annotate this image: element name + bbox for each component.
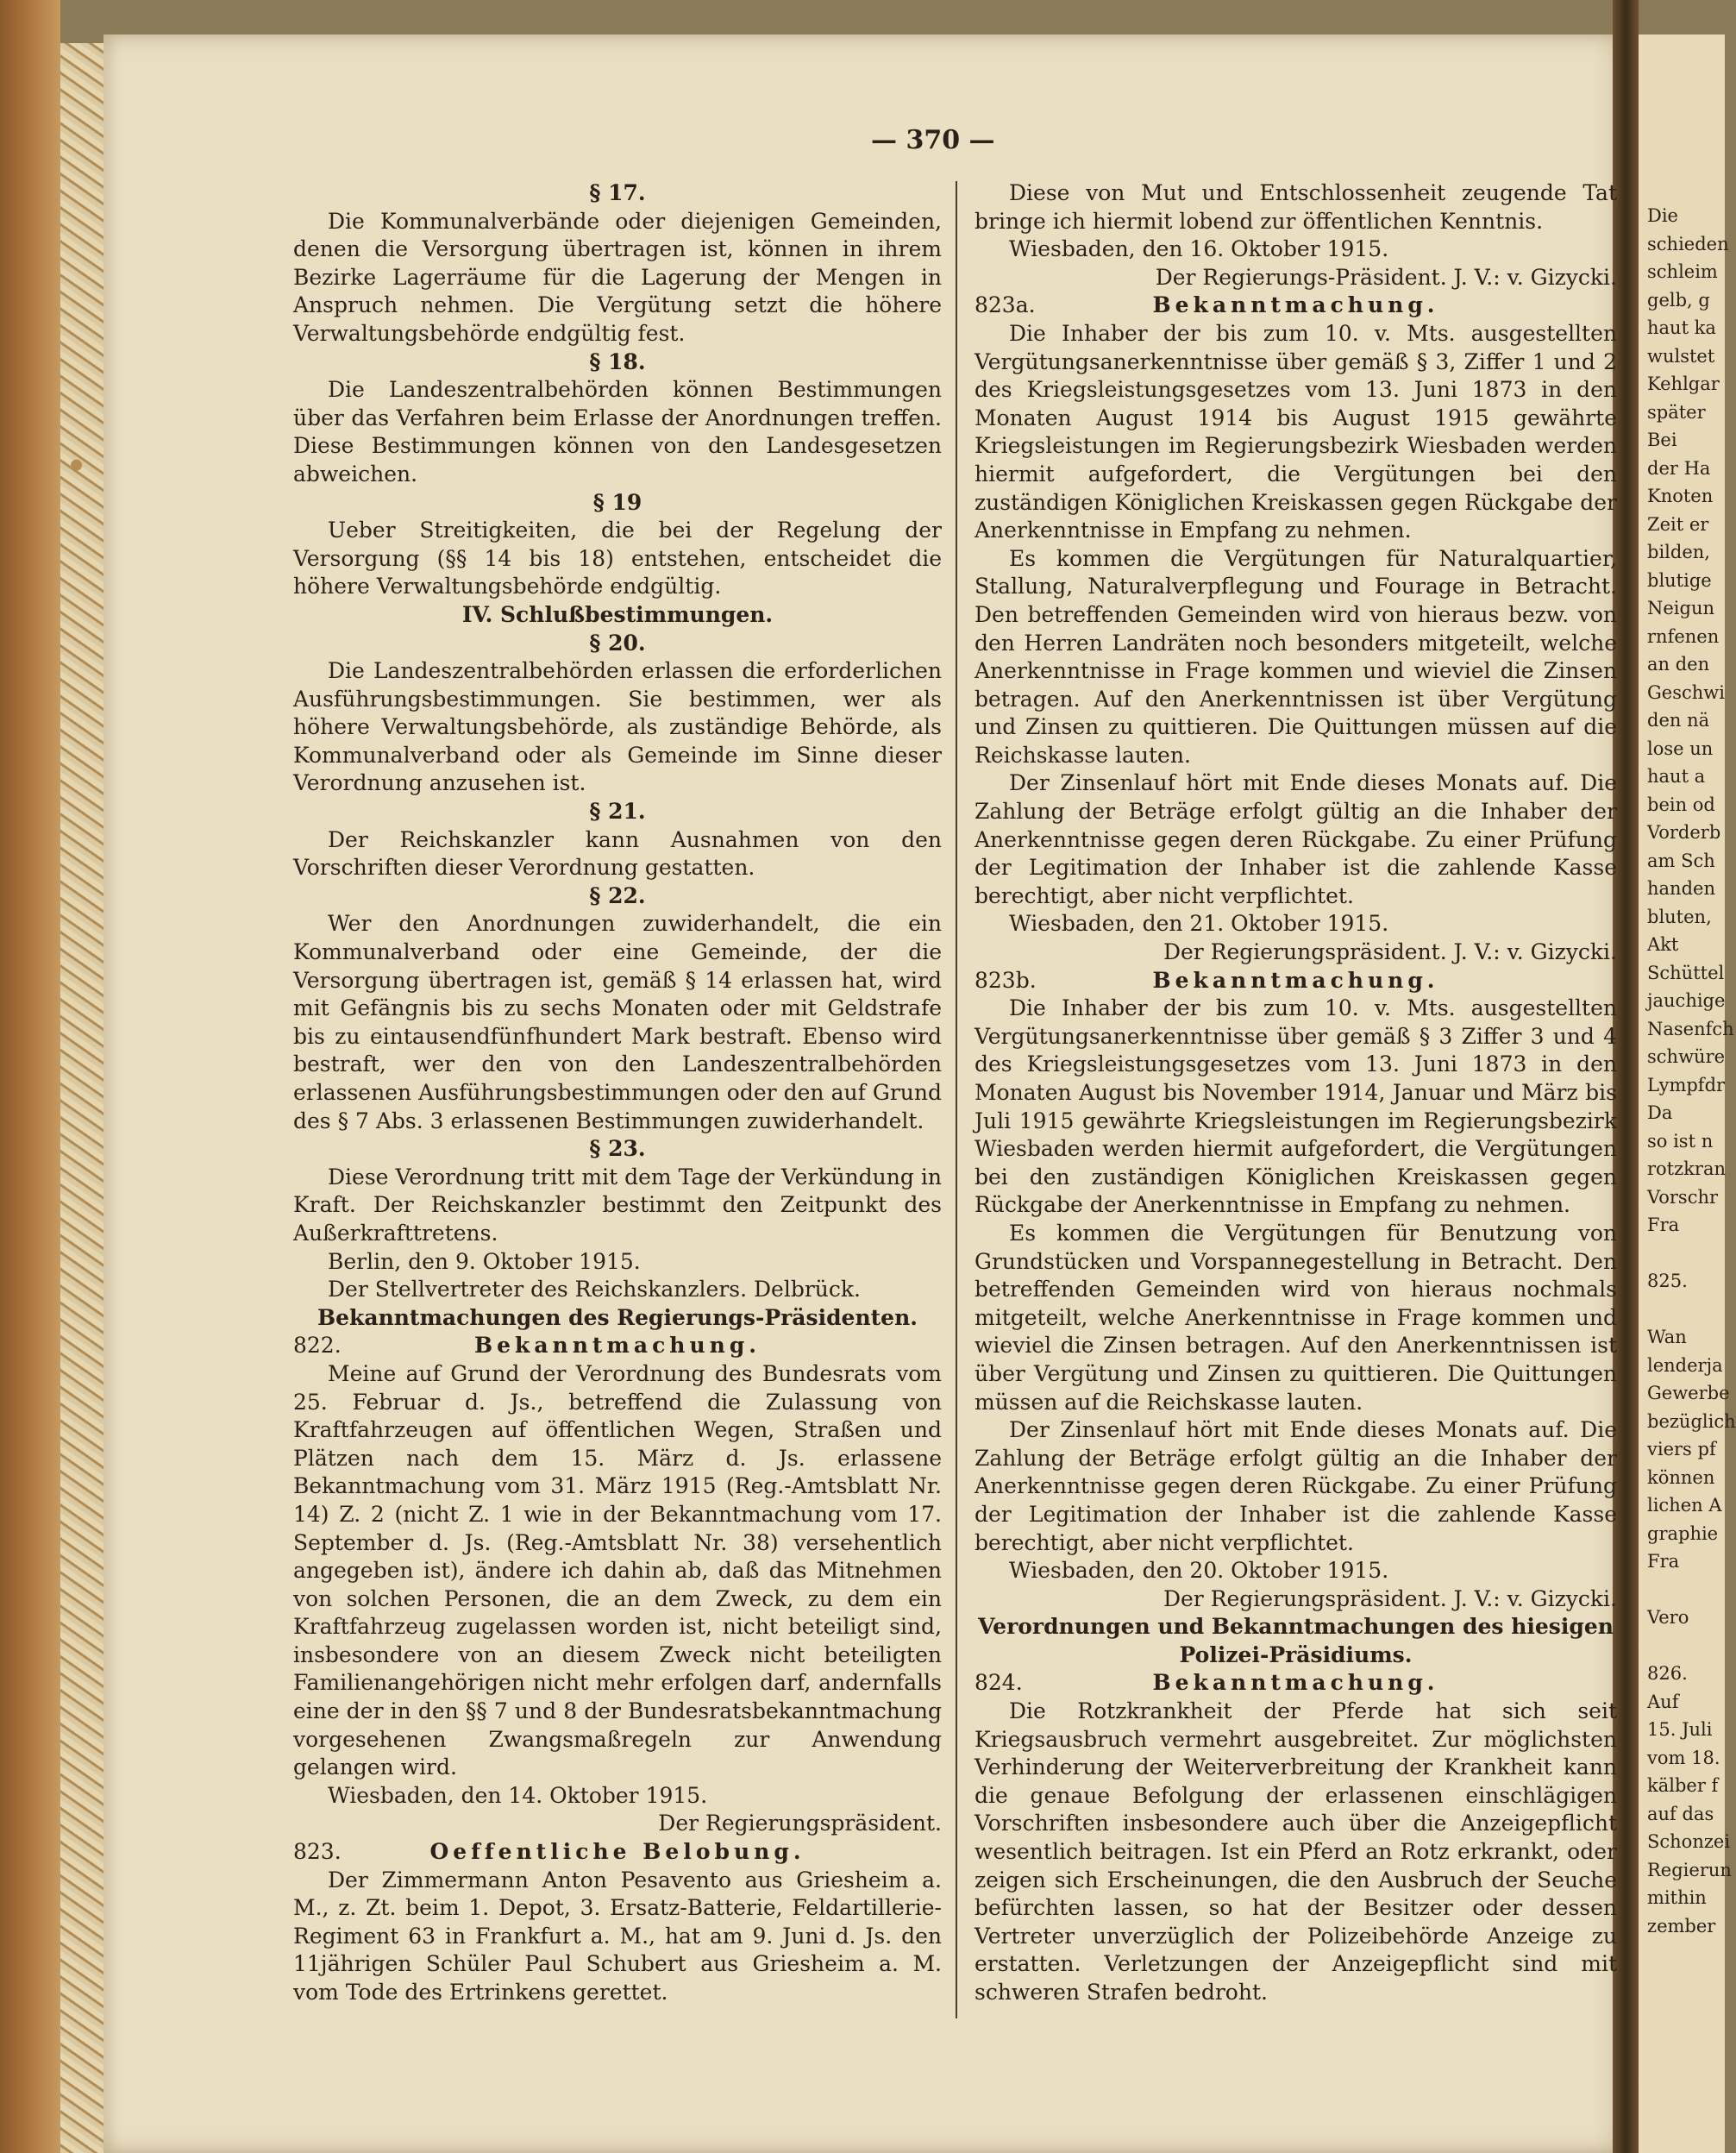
notice-823b-heading	[975, 967, 1617, 995]
facing-page-fragment: wulstet	[1647, 345, 1715, 367]
facing-page-fragment: später	[1647, 401, 1706, 423]
notice-823a-heading	[975, 292, 1617, 320]
section-21-heading: § 21.	[589, 799, 646, 825]
section-21-text: Der Reichskanzler kann Ausnahmen von den Vorschriften dieser Verordnung gestatten.	[293, 826, 942, 881]
facing-page-fragment: mithin	[1647, 1887, 1707, 1908]
facing-page-fragment: Auf	[1647, 1691, 1679, 1712]
notice-823b-paragraph: Die Inhaber der bis zum 10. v. Mts. ausgestellten Vergütungsanerkenntnisse über gemäß § 3 Ziffer 3 und 4 des Kriegsleistungsgesetzes vom 13. Juni 1873 in den Monaten August bis November 1914, Januar und März bis Juli 1915 gewährte Kriegsleistungen im Regierungsbezirk Wiesbaden werden hiermit aufgefordert, die Vergütungen bei den zuständigen Königlichen Kreiskassen gegen Rückgabe der Anerkenntnisse in Empfang zu nehmen.	[975, 995, 1617, 1218]
notice-823a-place: Wiesbaden, den 21. Oktober 1915.	[1009, 911, 1389, 937]
facing-page-fragment: bein od	[1647, 794, 1715, 815]
facing-page-fragment: schieden	[1647, 233, 1729, 254]
notice-822-text: Meine auf Grund der Verordnung des Bundesrats vom 25. Februar d. Js., betreffend die Zulassung von Kraftfahrzeugen auf öffentlichen Wegen, Straßen und Plätzen nach dem 15. März d. Js. erlassene Bekanntmachung vom 31. März 1915 (Reg.-Amtsblatt Nr. 14) Z. 2 (nicht Z. 1 wie in der Bekanntmachung vom 17. September d. Js. (Reg.-Amtsblatt Nr. 38) versehentlich angegeben ist), ändere ich dahin ab, daß das Mitnehmen von solchen Personen, die an dem Zweck, zu dem ein Kraftfahrzeug zugelassen worden ist, nicht beteiligt sind, insbesondere von an diesem Zweck nicht beteiligten Familienangehörigen nicht mehr erfolgen darf, andernfalls eine der in den §§ 7 und 8 der Bundesratsbekanntmachung vorgesehenen Zwangsmaßregeln zur Anwendung gelangen wird.	[293, 1360, 942, 1780]
facing-page-fragment: Neigun	[1647, 598, 1715, 618]
notice-823a-paragraph: Es kommen die Vergütungen für Naturalquartier, Stallung, Naturalverpflegung und Fourage in Betracht. Den betreffenden Gemeinden wird von hieraus bezw. von den Herren Landräten noch besonders mitgeteilt, welche Anerkenntnisse in Frage kommen und wieviel die Zinsen betragen. Auf den Anerkenntnissen ist über Vergütung und Zinsen zu quittieren. Die Quittungen müssen auf die Reichskasse lauten.	[975, 545, 1617, 768]
facing-page-fragment: jauchige	[1647, 990, 1726, 1011]
notice-823b-place: Wiesbaden, den 20. Oktober 1915.	[1009, 1558, 1389, 1584]
facing-page-fragment: Schonzei	[1647, 1831, 1731, 1852]
section-19-text: Ueber Streitigkeiten, die bei der Regelung der Versorgung (§§ 14 bis 18) entstehen, entscheidet die höhere Verwaltungsbehörde endgültig.	[293, 518, 942, 599]
notice-823-heading	[293, 1838, 942, 1867]
left-column	[293, 179, 942, 2007]
facing-page-fragment: graphie	[1647, 1522, 1719, 1544]
facing-page-fragment: Gewerbe	[1647, 1383, 1730, 1403]
facing-page-fragment: zember	[1647, 1915, 1716, 1936]
facing-page-fragment: 825.	[1647, 1271, 1688, 1291]
facing-page-fragment: Zeit er	[1647, 513, 1709, 535]
right-column	[975, 179, 1617, 2007]
notice-823-number: 823.	[293, 1839, 342, 1865]
facing-page-fragment: Da	[1647, 1102, 1673, 1123]
section-17-text: Die Kommunalverbände oder diejenigen Gemeinden, denen die Versorgung übertragen ist, können in ihrem Bezirke Lagerräume für die Lagerung der Mengen in Anspruch nehmen. Die Vergütung setzt die höhere Verwaltungsbehörde endgültig fest.	[293, 208, 942, 346]
section-23-heading: § 23.	[589, 1136, 646, 1162]
facing-page-fragment: schwüre	[1647, 1046, 1726, 1067]
facing-page-fragment: lichen A	[1647, 1495, 1722, 1516]
facing-page-fragment: haut a	[1647, 766, 1706, 787]
facing-page-fragment: können	[1647, 1466, 1715, 1488]
section-23-place: Berlin, den 9. Oktober 1915.	[328, 1248, 641, 1274]
facing-page-fragment: Wan	[1647, 1327, 1687, 1347]
notice-824-number: 824.	[975, 1670, 1023, 1696]
section-22-heading: § 22.	[589, 882, 646, 908]
facing-page	[1639, 35, 1736, 2153]
notice-824-title: Bekanntmachung.	[1152, 1670, 1439, 1696]
notice-823a-paragraph: Der Zinsenlauf hört mit Ende dieses Monats auf. Die Zahlung der Beträge erfolgt gültig an die Inhaber der Anerkenntnisse gegen deren Rückgabe. Zu einer Prüfung der Legitimation der Inhaber ist die zahlende Kasse berechtigt, aber nicht verpflichtet.	[975, 770, 1617, 908]
facing-page-fragment: 826.	[1647, 1663, 1688, 1684]
notice-823a-signature: Der Regierungspräsident. J. V.: v. Gizycki.	[1163, 939, 1617, 965]
facing-page-fragment: viers pf	[1647, 1439, 1716, 1459]
facing-page-fragment: an den	[1647, 654, 1710, 675]
notice-824-text: Die Rotzkrankheit der Pferde hat sich seit Kriegsausbruch vermehrt ausgebreitet. Zur möglichsten Verhinderung der Weiterverbreitung der Krankheit kann die genaue Befolgung der erlassenen einschlägigen Vorschriften insbesondere auch über die Anzeigepflicht wesentlich beitragen. Ist ein Pferd an Rotz erkrankt, oder zeigen sich Erscheinungen, die den Ausbruch der Seuche befürchten lassen, so hat der Besitzer oder dessen Vertreter unverzüglich der Polizeibehörde Anzeige zu erstatten. Verletzungen der Anzeigepflicht sind mit schweren Strafen bedroht.	[975, 1698, 1617, 2005]
facing-page-fragment: kälber f	[1647, 1775, 1719, 1796]
facing-page-fragment: Fra	[1647, 1215, 1680, 1235]
notice-823b-signature: Der Regierungspräsident. J. V.: v. Gizycki.	[1163, 1585, 1617, 1611]
facing-page-fragment: blutige	[1647, 569, 1712, 591]
part-4-heading: IV. Schlußbestimmungen.	[461, 601, 774, 627]
facing-page-fragment: schleim	[1647, 261, 1718, 282]
notice-823b-paragraph: Der Zinsenlauf hört mit Ende dieses Monats auf. Die Zahlung der Beträge erfolgt gültig an die Inhaber der Anerkenntnisse gegen deren Rückgabe. Zu einer Prüfung der Legitimation der Inhaber ist die zahlende Kasse berechtigt, aber nicht verpflichtet.	[975, 1417, 1617, 1555]
facing-page-fragment: gelb, g	[1647, 289, 1710, 311]
section-19-heading: § 19	[592, 489, 642, 515]
notice-822-heading	[293, 1332, 942, 1360]
facing-page-fragment: Regierun	[1647, 1859, 1732, 1880]
facing-page-fragment: Nasenfch	[1647, 1018, 1734, 1039]
facing-page-fragment: Knoten	[1647, 486, 1714, 506]
facing-page-fragment: vom 18.	[1647, 1747, 1720, 1768]
facing-page-fragment: Vorschr	[1647, 1186, 1719, 1208]
column-divider	[956, 181, 957, 2018]
facing-page-fragment: bezüglich	[1647, 1410, 1736, 1432]
section-23-text: Diese Verordnung tritt mit dem Tage der Verkündung in Kraft. Der Reichskanzler bestimmt den Zeitpunkt des Außerkrafttretens.	[293, 1164, 942, 1246]
facing-page-fragment: lose un	[1647, 738, 1714, 759]
book-binding	[0, 0, 60, 2153]
notice-822-signature: Der Regierungspräsident.	[658, 1811, 942, 1836]
facing-page-fragment: Vorderb	[1647, 822, 1721, 843]
section-23-signature: Der Stellvertreter des Reichskanzlers. Delbrück.	[328, 1277, 861, 1302]
notice-823-place: Wiesbaden, den 16. Oktober 1915.	[1009, 236, 1389, 262]
facing-page-fragment: Lympfdr	[1647, 1074, 1726, 1095]
page-number: — 370 —	[871, 125, 995, 155]
section-18-heading: § 18.	[589, 348, 646, 374]
facing-page-fragment: bluten,	[1647, 906, 1712, 927]
section-heading-polizei-praesidium: Verordnungen und Bekanntmachungen des hiesigen Polizei-Präsidiums.	[978, 1614, 1614, 1667]
section-18-text: Die Landeszentralbehörden können Bestimmungen über das Verfahren beim Erlasse der Anordnungen treffen. Diese Bestimmungen können von den Landesgesetzen abweichen.	[293, 377, 942, 486]
facing-page-fragment: rotzkran	[1647, 1158, 1726, 1179]
facing-page-fragment: Die	[1647, 205, 1678, 226]
section-17-heading: § 17.	[589, 180, 646, 205]
facing-page-fragment: Geschwi	[1647, 681, 1725, 703]
notice-823-title: Oeffentliche Belobung.	[429, 1839, 805, 1865]
facing-page-fragment: den nä	[1647, 710, 1710, 731]
notice-823-continuation: Diese von Mut und Entschlossenheit zeugende Tat bringe ich hiermit lobend zur öffentlichen Kenntnis.	[975, 180, 1617, 234]
facing-page-fragment: handen	[1647, 878, 1715, 899]
facing-page-fragment: Akt	[1647, 934, 1679, 955]
facing-page-fragment: rnfenen	[1647, 625, 1720, 647]
facing-page-fragment: Bei	[1647, 430, 1677, 450]
facing-page-fragment: der Ha	[1647, 457, 1711, 479]
facing-page-fragment: bilden,	[1647, 542, 1710, 562]
facing-page-fragment: Fra	[1647, 1551, 1680, 1572]
notice-823a-title: Bekanntmachung.	[1152, 292, 1439, 318]
section-22-text: Wer den Anordnungen zuwiderhandelt, die ein Kommunalverband oder eine Gemeinde, der die Versorgung übertragen ist, gemäß § 14 erlassen hat, wird mit Gefängnis bis zu sechs Monaten oder mit Geldstrafe bis zu eintausendfünfhundert Mark bestraft. Ebenso wird bestraft, wer den von den Landeszentralbehörden erlassenen Ausführungsbestimmungen oder den auf Grund des § 7 Abs. 3 erlassenen Bestimmungen zuwiderhandelt.	[293, 911, 942, 1133]
notice-822-number: 822.	[293, 1333, 342, 1359]
notice-823a-number: 823a.	[975, 292, 1036, 318]
notice-823-text: Der Zimmermann Anton Pesavento aus Griesheim a. M., z. Zt. beim 1. Depot, 3. Ersatz-Batterie, Feldartillerie-Regiment 63 in Frankfurt a. M., hat am 9. Juni d. Js. den 11jährigen Schüler Paul Schubert aus Griesheim a. M. vom Tode des Ertrinkens gerettet.	[293, 1867, 942, 2005]
facing-page-fragment: 15. Juli	[1647, 1719, 1713, 1740]
notice-823a-paragraph: Die Inhaber der bis zum 10. v. Mts. ausgestellten Vergütungsanerkenntnisse über gemäß § 3, Ziffer 1 und 2 des Kriegsleistungsgesetzes vom 13. Juni 1873 in den Monaten August 1914 bis August 1915 gewährte Kriegsleistungen im Regierungsbezirk Wiesbaden werden hiermit aufgefordert, die Vergütungen bei den zuständigen Königlichen Kreiskassen gegen Rückgabe der Anerkenntnisse in Empfang zu nehmen.	[975, 320, 1617, 543]
facing-page-fragment: Vero	[1647, 1607, 1689, 1628]
notice-822-place: Wiesbaden, den 14. Oktober 1915.	[328, 1782, 708, 1808]
notice-823b-paragraph: Es kommen die Vergütungen für Benutzung von Grundstücken und Vorspannegestellung in Betracht. Den betreffenden Gemeinden wird von hieraus nochmals mitgeteilt, welche Anerkenntnisse in Frage kommen und wieviel die Zinsen betragen. Auf den Anerkenntnissen ist über Vergütung und Zinsen zu quittieren. Die Quittungen müssen auf die Reichskasse lauten.	[975, 1220, 1617, 1415]
section-heading-regierungspraesident: Bekanntmachungen des Regierungs-Präsidenten.	[317, 1304, 918, 1330]
facing-page-fragment: am Sch	[1647, 850, 1715, 871]
facing-page-fragment: Schüttel	[1647, 962, 1725, 983]
notice-824-heading	[975, 1669, 1617, 1698]
facing-page-fragment: auf das	[1647, 1803, 1714, 1824]
notice-823b-number: 823b.	[975, 967, 1037, 993]
facing-page-fragment: haut ka	[1647, 317, 1716, 338]
section-20-heading: § 20.	[589, 630, 646, 656]
notice-823b-title: Bekanntmachung.	[1152, 967, 1439, 993]
facing-page-fragment: Kehlgar	[1647, 373, 1720, 394]
facing-page-fragment: so ist n	[1647, 1130, 1714, 1152]
section-20-text: Die Landeszentralbehörden erlassen die erforderlichen Ausführungsbestimmungen. Sie bestimmen, wer als höhere Verwaltungsbehörde, als zuständige Behörde, als Kommunalverband oder als Gemeinde im Sinne dieser Verordnung anzusehen ist.	[293, 658, 942, 796]
notice-823-signature: Der Regierungs-Präsident. J. V.: v. Gizycki.	[1155, 264, 1617, 290]
notice-822-title: Bekanntmachung.	[473, 1333, 761, 1359]
facing-page-fragment: lenderja	[1647, 1354, 1723, 1376]
